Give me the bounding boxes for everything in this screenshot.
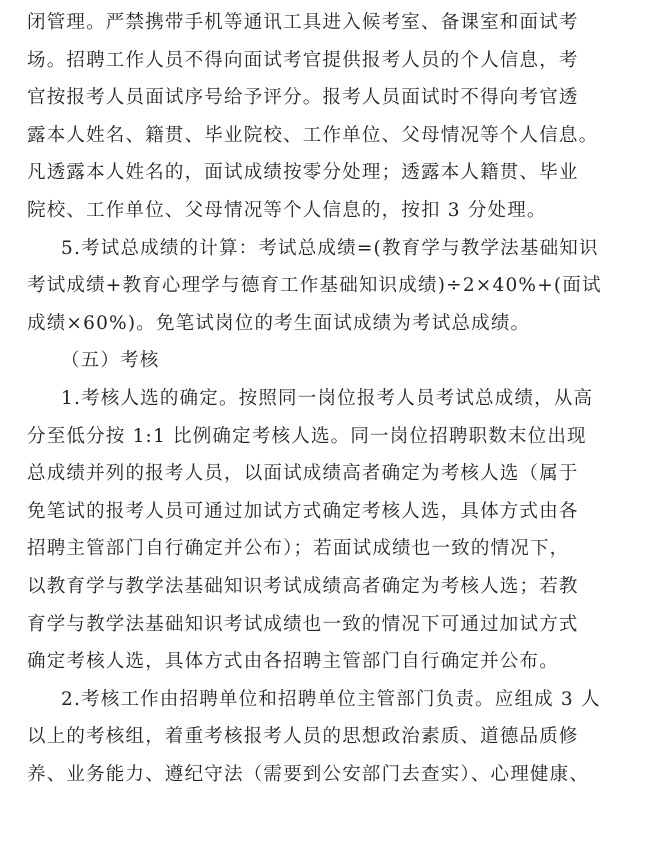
text-line: 育学与教学法基础知识考试成绩也一致的情况下可通过加试方式 xyxy=(27,613,579,635)
text-line: 以教育学与教学法基础知识考试成绩高者确定为考核人选；若教 xyxy=(27,575,579,597)
text-line: 官按报考人员面试序号给予评分。报考人员面试时不得向考官透 xyxy=(27,87,579,109)
text-line: 确定考核人选，具体方式由各招聘主管部门自行确定并公布。 xyxy=(27,651,559,673)
text-line: 分至低分按 1:1 比例确定考核人选。同一岗位招聘职数末位出现 xyxy=(27,425,587,447)
text-line: 露本人姓名、籍贯、毕业院校、工作单位、父母情况等个人信息。 xyxy=(27,124,599,146)
text-line: 闭管理。严禁携带手机等通讯工具进入候考室、备课室和面试考 xyxy=(27,12,579,33)
paragraph-first-line: 5.考试总成绩的计算：考试总成绩=(教育学与教学法基础知识 xyxy=(61,237,599,259)
text-line: 以上的考核组，着重考核报考人员的思想政治素质、道德品质修 xyxy=(27,726,579,748)
text-line: 总成绩并列的报考人员，以面试成绩高者确定为考核人选（属于 xyxy=(27,463,579,485)
text-line: 免笔试的报考人员可通过加试方式确定考核人选，具体方式由各 xyxy=(27,500,579,522)
text-line: 凡透露本人姓名的，面试成绩按零分处理；透露本人籍贯、毕业 xyxy=(27,162,579,184)
text-line: 招聘主管部门自行确定并公布）；若面试成绩也一致的情况下， xyxy=(27,538,570,560)
text-line: 养、业务能力、遵纪守法（需要到公安部门去查实）、心理健康、 xyxy=(27,763,590,785)
text-line: 考试成绩+教育心理学与德育工作基础知识成绩)÷2×40%+(面试 xyxy=(27,275,602,297)
text-line: 场。招聘工作人员不得向面试考官提供报考人员的个人信息，考 xyxy=(27,49,579,71)
paragraph-first-line: 2.考核工作由招聘单位和招聘单位主管部门负责。应组成 3 人 xyxy=(61,688,601,710)
text-line: 成绩×60%)。免笔试岗位的考生面试成绩为考试总成绩。 xyxy=(27,312,531,334)
section-heading: （五）考核 xyxy=(61,350,160,372)
paragraph-first-line: 1.考核人选的确定。按照同一岗位报考人员考试总成绩，从高 xyxy=(61,387,594,409)
text-line: 院校、工作单位、父母情况等个人信息的，按扣 3 分处理。 xyxy=(27,199,547,221)
